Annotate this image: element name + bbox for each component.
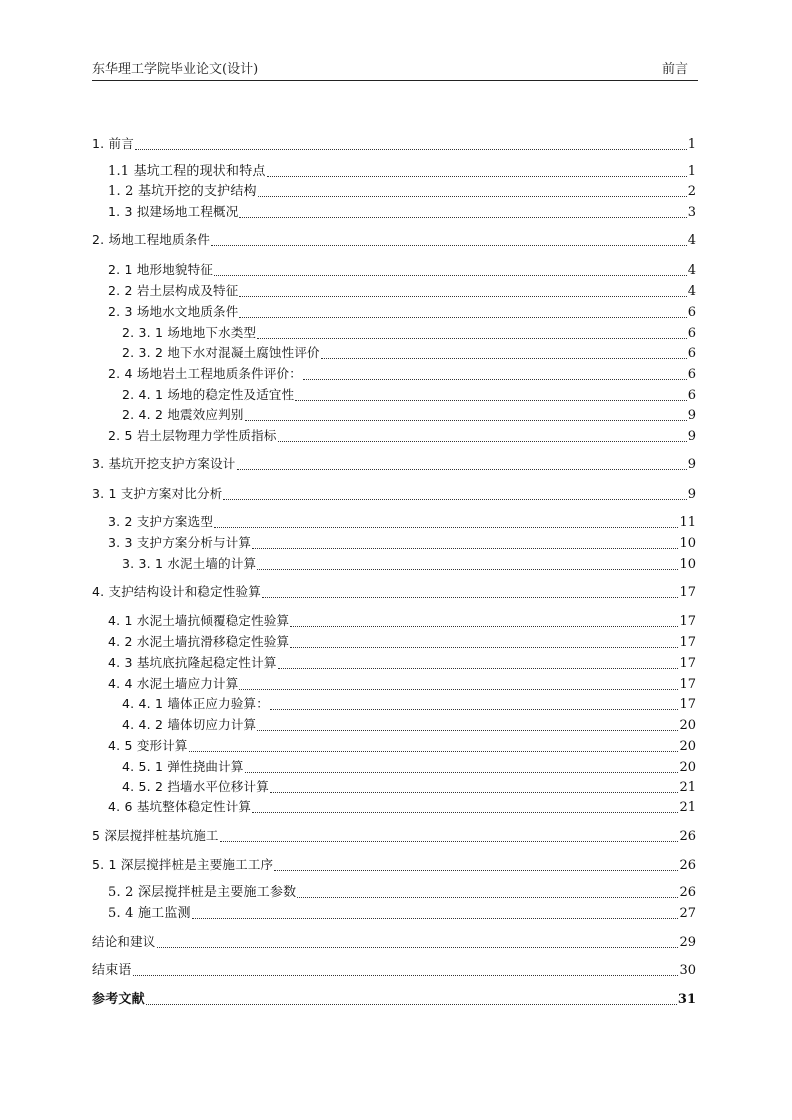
toc-entry-page: 1	[687, 164, 696, 179]
toc-entry[interactable]	[108, 428, 696, 445]
toc-entry-page: 29	[679, 935, 696, 950]
toc-entry[interactable]	[92, 232, 696, 249]
toc-entry[interactable]	[122, 717, 696, 734]
toc-leader	[237, 461, 687, 473]
toc-entry-page: 9	[687, 457, 696, 472]
toc-entry-label: 2. 4. 1 场地的稳定性及适宜性	[122, 387, 295, 402]
toc-entry-page: 4	[687, 284, 696, 299]
toc-entry-label: 4. 1 水泥土墙抗倾覆稳定性验算	[108, 613, 290, 628]
toc-entry-label: 5. 1 深层搅拌桩是主要施工工序	[92, 857, 274, 872]
toc-entry-page: 17	[679, 656, 696, 671]
toc-entry[interactable]	[122, 325, 696, 342]
toc-entry-page: 26	[679, 858, 696, 873]
toc-entry[interactable]	[108, 738, 696, 755]
toc-leader	[257, 722, 678, 734]
toc-entry-page: 1	[687, 137, 696, 152]
toc-entry-page: 17	[679, 697, 696, 712]
toc-entry-page: 31	[677, 992, 696, 1007]
toc-entry[interactable]	[108, 676, 696, 693]
toc-entry-label: 2. 4 场地岩土工程地质条件评价：	[108, 366, 302, 381]
toc-leader	[252, 540, 678, 552]
toc-entry[interactable]	[92, 828, 696, 845]
toc-entry-page: 26	[679, 885, 696, 900]
toc-entry-page: 20	[679, 718, 696, 733]
toc-leader	[258, 188, 687, 200]
toc-leader	[295, 392, 686, 404]
toc-entry-label: 5. 4 施工监测	[108, 906, 191, 921]
toc-entry[interactable]	[108, 655, 696, 672]
toc-leader	[214, 519, 678, 531]
toc-leader	[239, 681, 678, 693]
toc-entry-page: 21	[679, 800, 696, 815]
header-title: 东华理工学院毕业论文(设计)	[92, 62, 259, 77]
toc-entry-page: 2	[687, 184, 696, 199]
toc-entry[interactable]	[92, 934, 696, 951]
toc-leader	[290, 639, 678, 651]
toc-leader	[262, 589, 679, 601]
toc-entry-label: 5 深层搅拌桩基坑施工	[92, 828, 219, 843]
toc-entry-label: 1.1 基坑工程的现状和特点	[108, 164, 266, 179]
toc-leader	[278, 433, 687, 445]
toc-entry-label: 4. 支护结构设计和稳定性验算	[92, 584, 261, 599]
toc-entry-page: 4	[687, 233, 696, 248]
toc-leader	[239, 309, 686, 321]
toc-entry-label: 结束语	[92, 963, 132, 978]
toc-entry-label: 3. 3 支护方案分析与计算	[108, 535, 252, 550]
toc-entry[interactable]	[122, 779, 696, 796]
toc-entry-label: 1. 前言	[92, 136, 134, 151]
toc-entry[interactable]	[108, 906, 696, 922]
toc-entry[interactable]	[92, 584, 696, 601]
toc-entry-label: 4. 6 基坑整体稳定性计算	[108, 799, 252, 814]
toc-entry-label: 4. 5 变形计算	[108, 738, 188, 753]
toc-entry-page: 21	[679, 780, 696, 795]
toc-entry[interactable]	[108, 514, 696, 531]
toc-entry-label: 4. 2 水泥土墙抗滑移稳定性验算	[108, 634, 290, 649]
toc-leader	[257, 561, 678, 573]
toc-leader	[133, 967, 679, 979]
toc-entry-label: 结论和建议	[92, 934, 156, 949]
toc-entry-page: 6	[687, 305, 696, 320]
toc-entry-page: 26	[679, 829, 696, 844]
toc-entry[interactable]	[122, 556, 696, 573]
toc-entry-page: 3	[687, 205, 696, 220]
toc-entry[interactable]	[92, 963, 696, 979]
toc-entry[interactable]	[108, 535, 696, 552]
toc-entry-page: 17	[679, 635, 696, 650]
toc-entry-label: 4. 4 水泥土墙应力计算	[108, 676, 239, 691]
toc-leader	[270, 784, 679, 796]
toc-entry[interactable]	[108, 283, 696, 300]
toc-leader	[223, 491, 686, 503]
toc-entry-label: 2. 场地工程地质条件	[92, 232, 211, 247]
toc-leader	[245, 764, 679, 776]
toc-entry-page: 30	[679, 963, 696, 978]
toc-entry[interactable]	[122, 696, 696, 713]
toc-leader	[252, 804, 678, 816]
toc-entry-label: 4. 5. 1 弹性挠曲计算	[122, 759, 244, 774]
toc-entry[interactable]	[108, 366, 696, 383]
toc-leader	[239, 209, 686, 221]
toc-leader	[245, 412, 687, 424]
toc-entry-label: 3. 1 支护方案对比分析	[92, 486, 223, 501]
toc-entry-label: 2. 3. 2 地下水对混凝土腐蚀性评价	[122, 345, 320, 360]
toc-entry-label: 4. 4. 1 墙体正应力验算：	[122, 696, 269, 711]
toc-leader	[290, 618, 678, 630]
toc-entry-label: 3. 基坑开挖支护方案设计	[92, 456, 236, 471]
toc-leader	[267, 168, 687, 180]
toc-entry-page: 20	[679, 739, 696, 754]
toc-entry-page: 17	[679, 585, 696, 600]
toc-leader	[321, 350, 687, 362]
toc-entry[interactable]	[108, 262, 696, 279]
toc-entry-page: 10	[679, 536, 696, 551]
toc-leader	[297, 889, 678, 901]
toc-entry-page: 20	[679, 760, 696, 775]
toc-entry-page: 17	[679, 614, 696, 629]
toc-entry[interactable]	[108, 885, 696, 901]
toc-entry-label: 1. 3 拟建场地工程概况	[108, 204, 239, 219]
toc-entry-page: 11	[679, 515, 696, 530]
toc-leader	[214, 267, 687, 279]
toc-entry-label: 2. 4. 2 地震效应判别	[122, 407, 244, 422]
toc-leader	[211, 237, 687, 249]
toc-entry[interactable]	[92, 136, 696, 153]
toc-entry-page: 9	[687, 487, 696, 502]
toc-entry-page: 6	[687, 388, 696, 403]
toc-entry-page: 9	[687, 408, 696, 423]
toc-entry-label: 4. 5. 2 挡墙水平位移计算	[122, 779, 269, 794]
toc-leader	[257, 330, 686, 342]
toc-entry-label: 2. 5 岩土层物理力学性质指标	[108, 428, 277, 443]
toc-entry-label: 2. 3. 1 场地地下水类型	[122, 325, 257, 340]
toc-entry[interactable]	[108, 634, 696, 651]
toc-entry[interactable]	[92, 486, 696, 503]
toc-entry[interactable]	[122, 345, 696, 362]
toc-leader	[135, 141, 687, 153]
toc-leader	[220, 833, 679, 845]
toc-leader	[239, 288, 686, 300]
toc-entry-label: 4. 3 基坑底抗隆起稳定性计算	[108, 655, 277, 670]
toc-entry[interactable]	[92, 857, 696, 874]
toc-leader	[274, 862, 678, 874]
toc-entry[interactable]	[108, 164, 696, 180]
toc-entry-label: 4. 4. 2 墙体切应力计算	[122, 717, 257, 732]
toc-entry[interactable]	[122, 387, 696, 404]
toc-entry-page: 6	[687, 367, 696, 382]
toc-entry-label: 2. 3 场地水文地质条件	[108, 304, 239, 319]
toc-entry-page: 6	[687, 326, 696, 341]
toc-entry[interactable]	[108, 204, 696, 221]
toc-entry-label: 参考文献	[92, 992, 145, 1007]
toc-entry-page: 10	[679, 557, 696, 572]
toc-entry[interactable]	[108, 613, 696, 630]
toc-entry-page: 4	[687, 263, 696, 278]
toc-leader	[270, 701, 679, 713]
toc-entry[interactable]	[122, 759, 696, 776]
toc-entry-page: 27	[679, 906, 696, 921]
toc-entry-label: 2. 2 岩土层构成及特征	[108, 283, 239, 298]
toc-entry-page: 9	[687, 429, 696, 444]
toc-entry-page: 17	[679, 677, 696, 692]
toc-leader	[278, 660, 679, 672]
toc-entry-label: 3. 3. 1 水泥土墙的计算	[122, 556, 257, 571]
toc-entry[interactable]	[122, 407, 696, 424]
toc-entry[interactable]	[108, 184, 696, 200]
toc-entry-label: 3. 2 支护方案选型	[108, 514, 214, 529]
toc-leader	[192, 910, 679, 922]
toc-entry-label: 1. 2 基坑开挖的支护结构	[108, 184, 257, 199]
toc-entry-label: 2. 1 地形地貌特征	[108, 262, 214, 277]
toc-entry-label: 5. 2 深层搅拌桩是主要施工参数	[108, 885, 297, 900]
toc-leader	[157, 939, 679, 951]
header-section: 前言	[661, 62, 688, 77]
toc-entry-page: 6	[687, 346, 696, 361]
toc-entry[interactable]	[108, 304, 696, 321]
toc-entry[interactable]	[108, 799, 696, 816]
toc-leader	[303, 371, 687, 383]
toc-leader	[189, 743, 679, 755]
toc-leader	[146, 996, 677, 1008]
toc-entry[interactable]	[92, 456, 696, 473]
toc-entry[interactable]	[92, 992, 696, 1008]
